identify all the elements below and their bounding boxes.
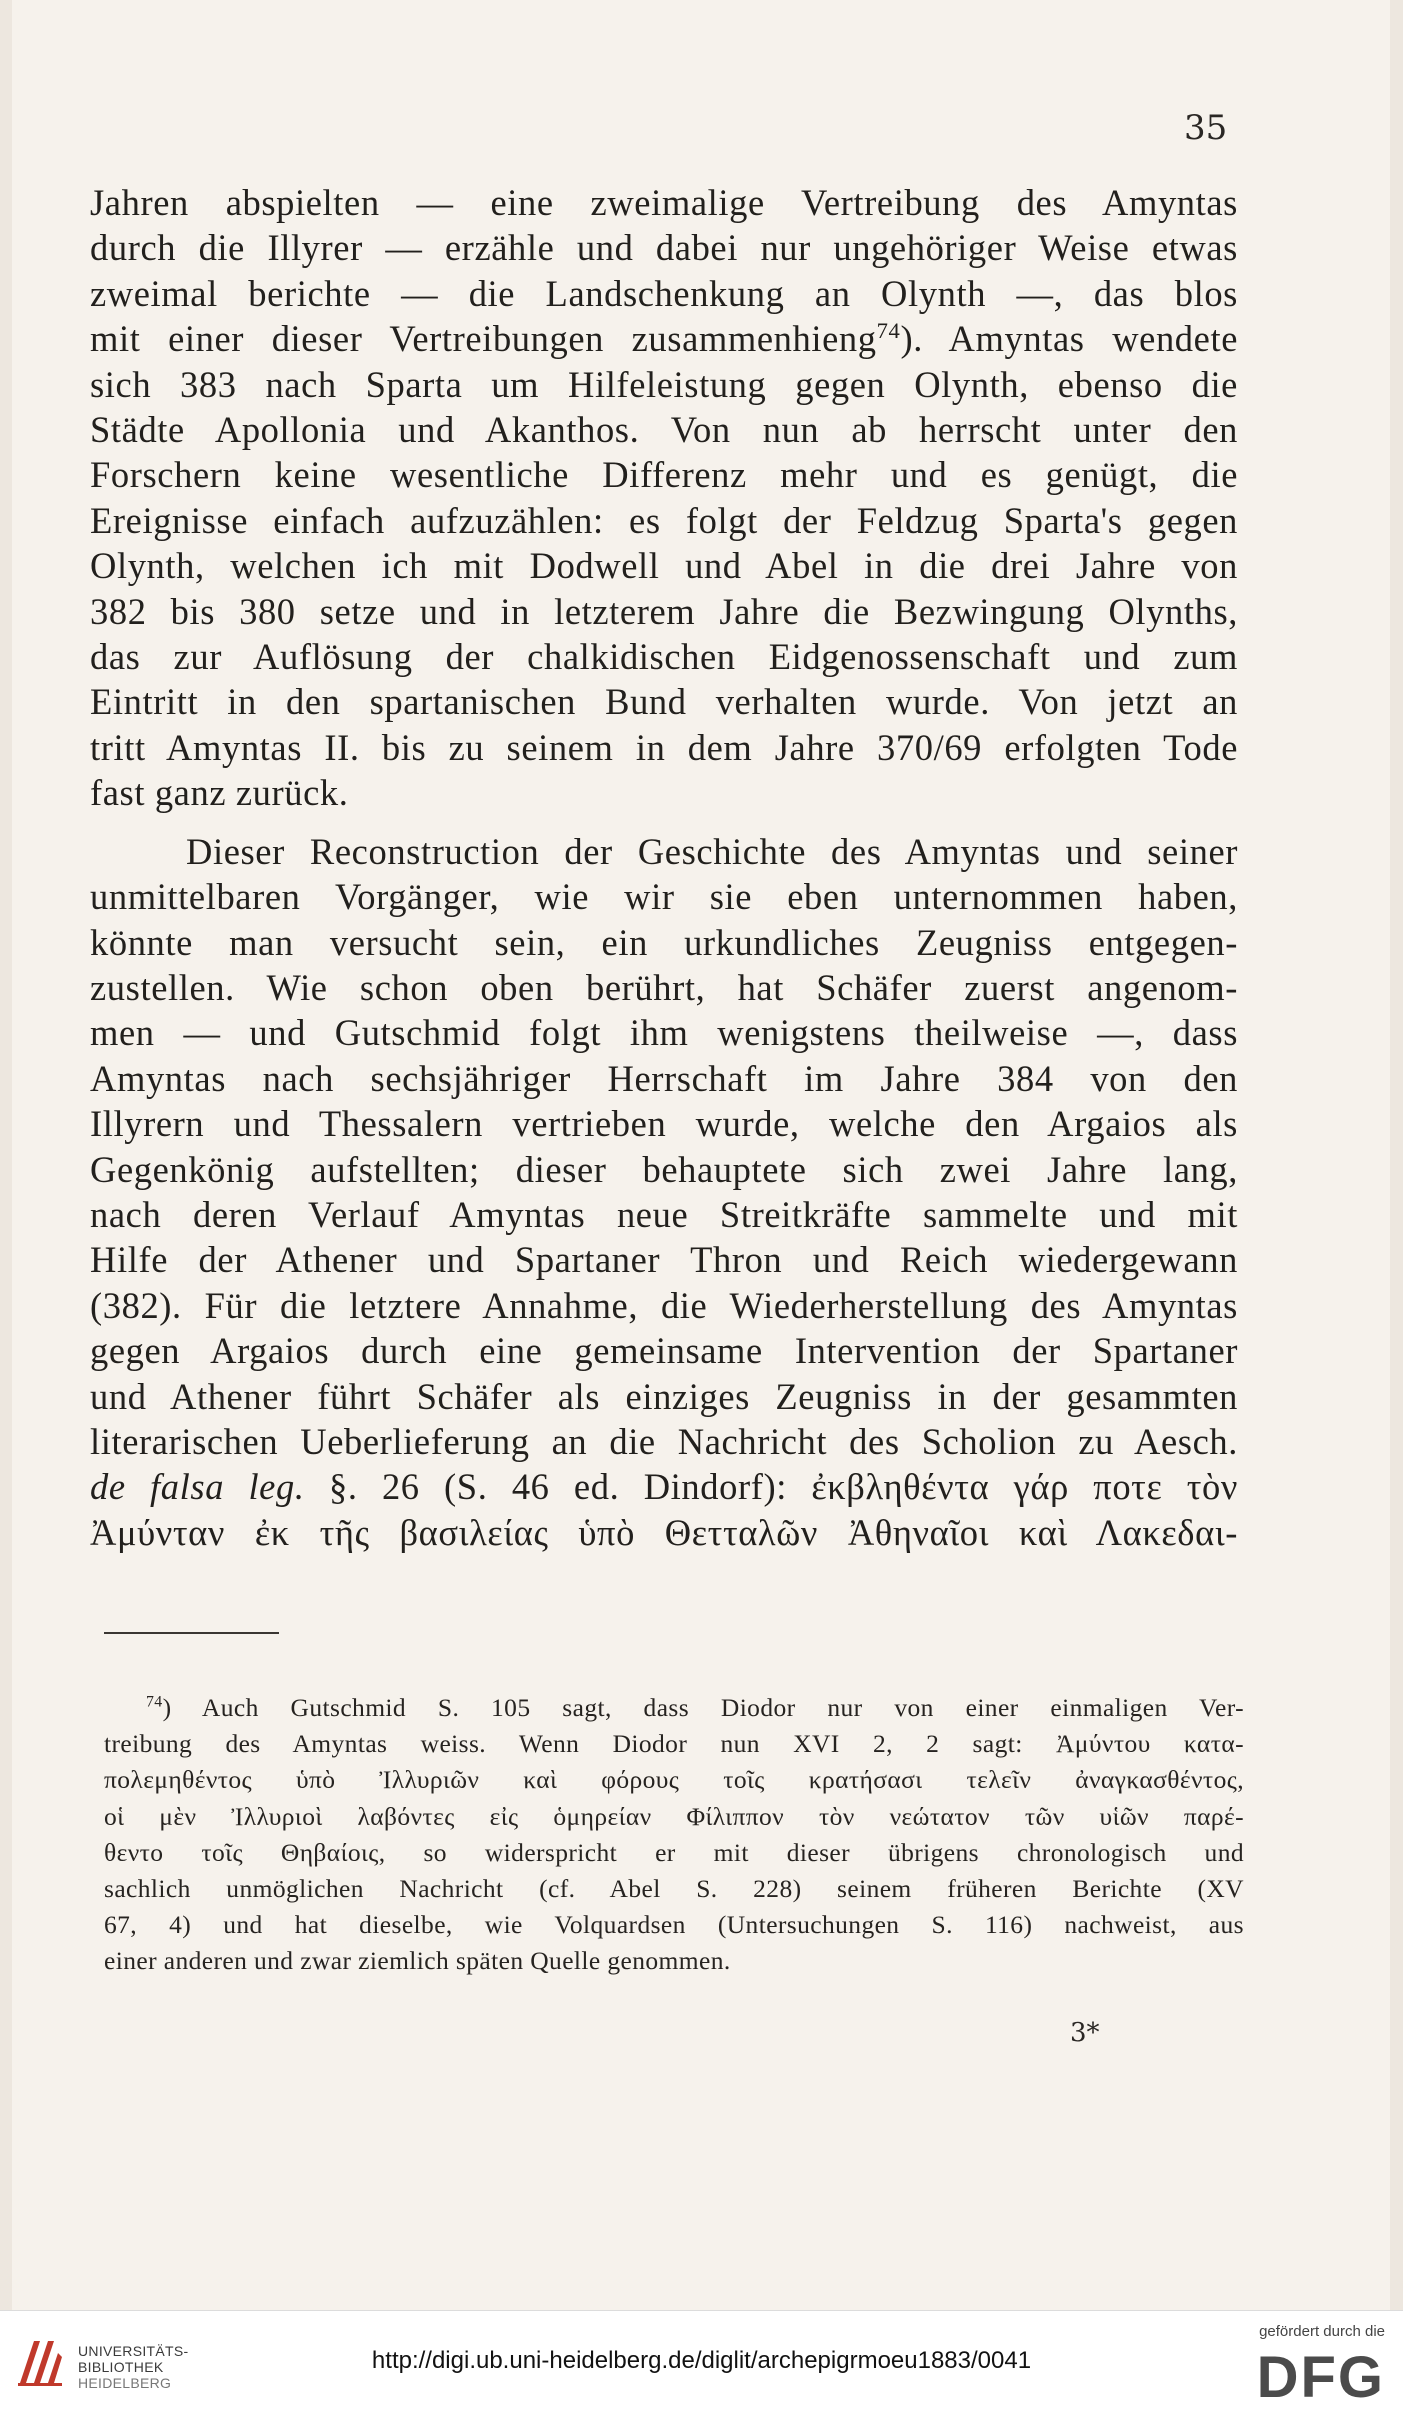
footnote-line: treibung des Amyntas weiss. Wenn Diodor nun XVI 2, 2 sagt: Ἀμύντου κατα- <box>104 1729 1244 1759</box>
text-segment: mit einer dieser Vertreibungen zusammenhieng <box>90 318 877 360</box>
text-line: Ἀμύνταν ἐκ τῆς βασιλείας ὑπὸ Θετταλῶν Ἀθηναῖοι καὶ Λακεδαι- <box>90 1511 1238 1553</box>
text-line: Eintritt in den spartanischen Bund verhalten wurde. Von jetzt an <box>90 681 1238 723</box>
text-line: tritt Amyntas II. bis zu seinem in dem Jahre 370/69 erfolgten Tode <box>90 726 1238 768</box>
text-line: (382). Für die letztere Annahme, die Wiederherstellung des Amyntas <box>90 1284 1238 1326</box>
funder-label: gefördert durch die <box>1259 2323 1385 2340</box>
footnote-line: θεντο τοῖς Θηβαίοις, so widerspricht er mit dieser übrigens chronologisch und <box>104 1837 1244 1867</box>
text-line: Illyrern und Thessalern vertrieben wurde, welche den Argaios als <box>90 1103 1238 1145</box>
footnote-line <box>104 1690 1244 1726</box>
text-line: unmittelbaren Vorgänger, wie wir sie eben unternommen haben, <box>90 876 1238 918</box>
text-segment: ) Auch Gutschmid S. 105 sagt, dass Diodor nur von einer einmaligen Ver- <box>162 1693 1244 1722</box>
footer-bar <box>0 2310 1403 2417</box>
text-line: Jahren abspielten — eine zweimalige Vertreibung des Amyntas <box>90 182 1238 223</box>
text-line <box>90 1464 1238 1509</box>
text-line: literarischen Ueberlieferung an die Nachricht des Scholion zu Aesch. <box>90 1420 1238 1462</box>
text-line: Gegenkönig aufstellten; dieser behauptete sich zwei Jahre lang, <box>90 1148 1238 1190</box>
library-name-line: BIBLIOTHEK <box>78 2359 164 2375</box>
text-line: Forschern keine wesentliche Differenz mehr und es genügt, die <box>90 454 1238 496</box>
library-name-line: HEIDELBERG <box>78 2375 172 2391</box>
text-line: 382 bis 380 setze und in letzterem Jahre die Bezwingung Olynths, <box>90 590 1238 632</box>
text-line: Städte Apollonia und Akanthos. Von nun ab herrscht unter den <box>90 409 1238 451</box>
footnote-line: 67, 4) und hat dieselbe, wie Volquardsen (Untersuchungen S. 116) nachweist, aus <box>104 1910 1244 1940</box>
footnote-reference: 74 <box>876 318 901 344</box>
text-line: durch die Illyrer — erzähle und dabei nur ungehöriger Weise etwas <box>90 227 1238 269</box>
footnote-divider <box>104 1632 279 1634</box>
text-line: zweimal berichte — die Landschenkung an Olynth —, das blos <box>90 272 1238 314</box>
text-line: das zur Auflösung der chalkidischen Eidgenossenschaft und zum <box>90 636 1238 678</box>
paragraph-gap <box>90 816 1238 829</box>
library-name-line: UNIVERSITÄTS- <box>78 2343 189 2359</box>
italic-title: de falsa leg. <box>90 1466 305 1508</box>
footnote-line: οἱ μὲν Ἰλλυριοὶ λαβόντες εἰς ὁμηρείαν Φίλιππον τὸν νεώτατον τῶν υἱῶν παρέ- <box>104 1801 1244 1831</box>
dfg-logo: DFG <box>1256 2345 1385 2410</box>
footnote-line: sachlich unmöglichen Nachricht (cf. Abel S. 228) seinem früheren Berichte (XV <box>104 1874 1244 1904</box>
footnote-line: πολεμηθέντος ὑπὸ Ἰλλυριῶν καὶ φόρους τοῖς κρατήσασι τελεῖν ἀναγκασθέντος, <box>104 1765 1244 1795</box>
book-page <box>12 0 1390 2310</box>
text-line: Dieser Reconstruction der Geschichte des Amyntas und seiner <box>186 830 1238 872</box>
text-line: sich 383 nach Sparta um Hilfeleistung gegen Olynth, ebenso die <box>90 363 1238 405</box>
text-line: nach deren Verlauf Amyntas neue Streitkräfte sammelte und mit <box>90 1193 1238 1235</box>
text-line: Ereignisse einfach aufzuzählen: es folgt der Feldzug Sparta's gegen <box>90 499 1238 541</box>
permalink-url[interactable]: http://digi.ub.uni-heidelberg.de/diglit/archepigrmoeu1883/0041 <box>371 2347 1032 2374</box>
text-line: Hilfe der Athener und Spartaner Thron und Reich wiedergewann <box>90 1239 1238 1281</box>
text-line: gegen Argaios durch eine gemeinsame Intervention der Spartaner <box>90 1330 1238 1372</box>
footnotes <box>104 1690 1244 1980</box>
text-line: Amyntas nach sechsjähriger Herrschaft im Jahre 384 von den <box>90 1057 1238 1099</box>
text-line: und Athener führt Schäfer als einziges Zeugniss in der gesammten <box>90 1375 1238 1417</box>
text-line: könnte man versucht sein, ein urkundliches Zeugniss entgegen- <box>90 921 1238 963</box>
text-segment: §. 26 (S. 46 ed. Dindorf): ἐκβληθέντα γάρ ποτε τὸν <box>304 1466 1239 1508</box>
text-line <box>90 316 1238 361</box>
text-line: men — und Gutschmid folgt ihm wenigstens theilweise —, dass <box>90 1012 1238 1054</box>
text-line: zustellen. Wie schon oben berührt, hat Schäfer zuerst angenom- <box>90 966 1238 1008</box>
page-number: 35 <box>1184 108 1228 148</box>
text-line: Olynth, welchen ich mit Dodwell und Abel in die drei Jahre von <box>90 545 1238 587</box>
text-segment: ). Amyntas wendete <box>900 318 1238 360</box>
footnote-number: 74 <box>146 1693 163 1711</box>
signature-mark: 3* <box>1070 2018 1100 2048</box>
footnote-line: einer anderen und zwar ziemlich späten Quelle genommen. <box>104 1946 731 1976</box>
main-text <box>90 180 1238 1555</box>
text-line: fast ganz zurück. <box>90 772 349 814</box>
